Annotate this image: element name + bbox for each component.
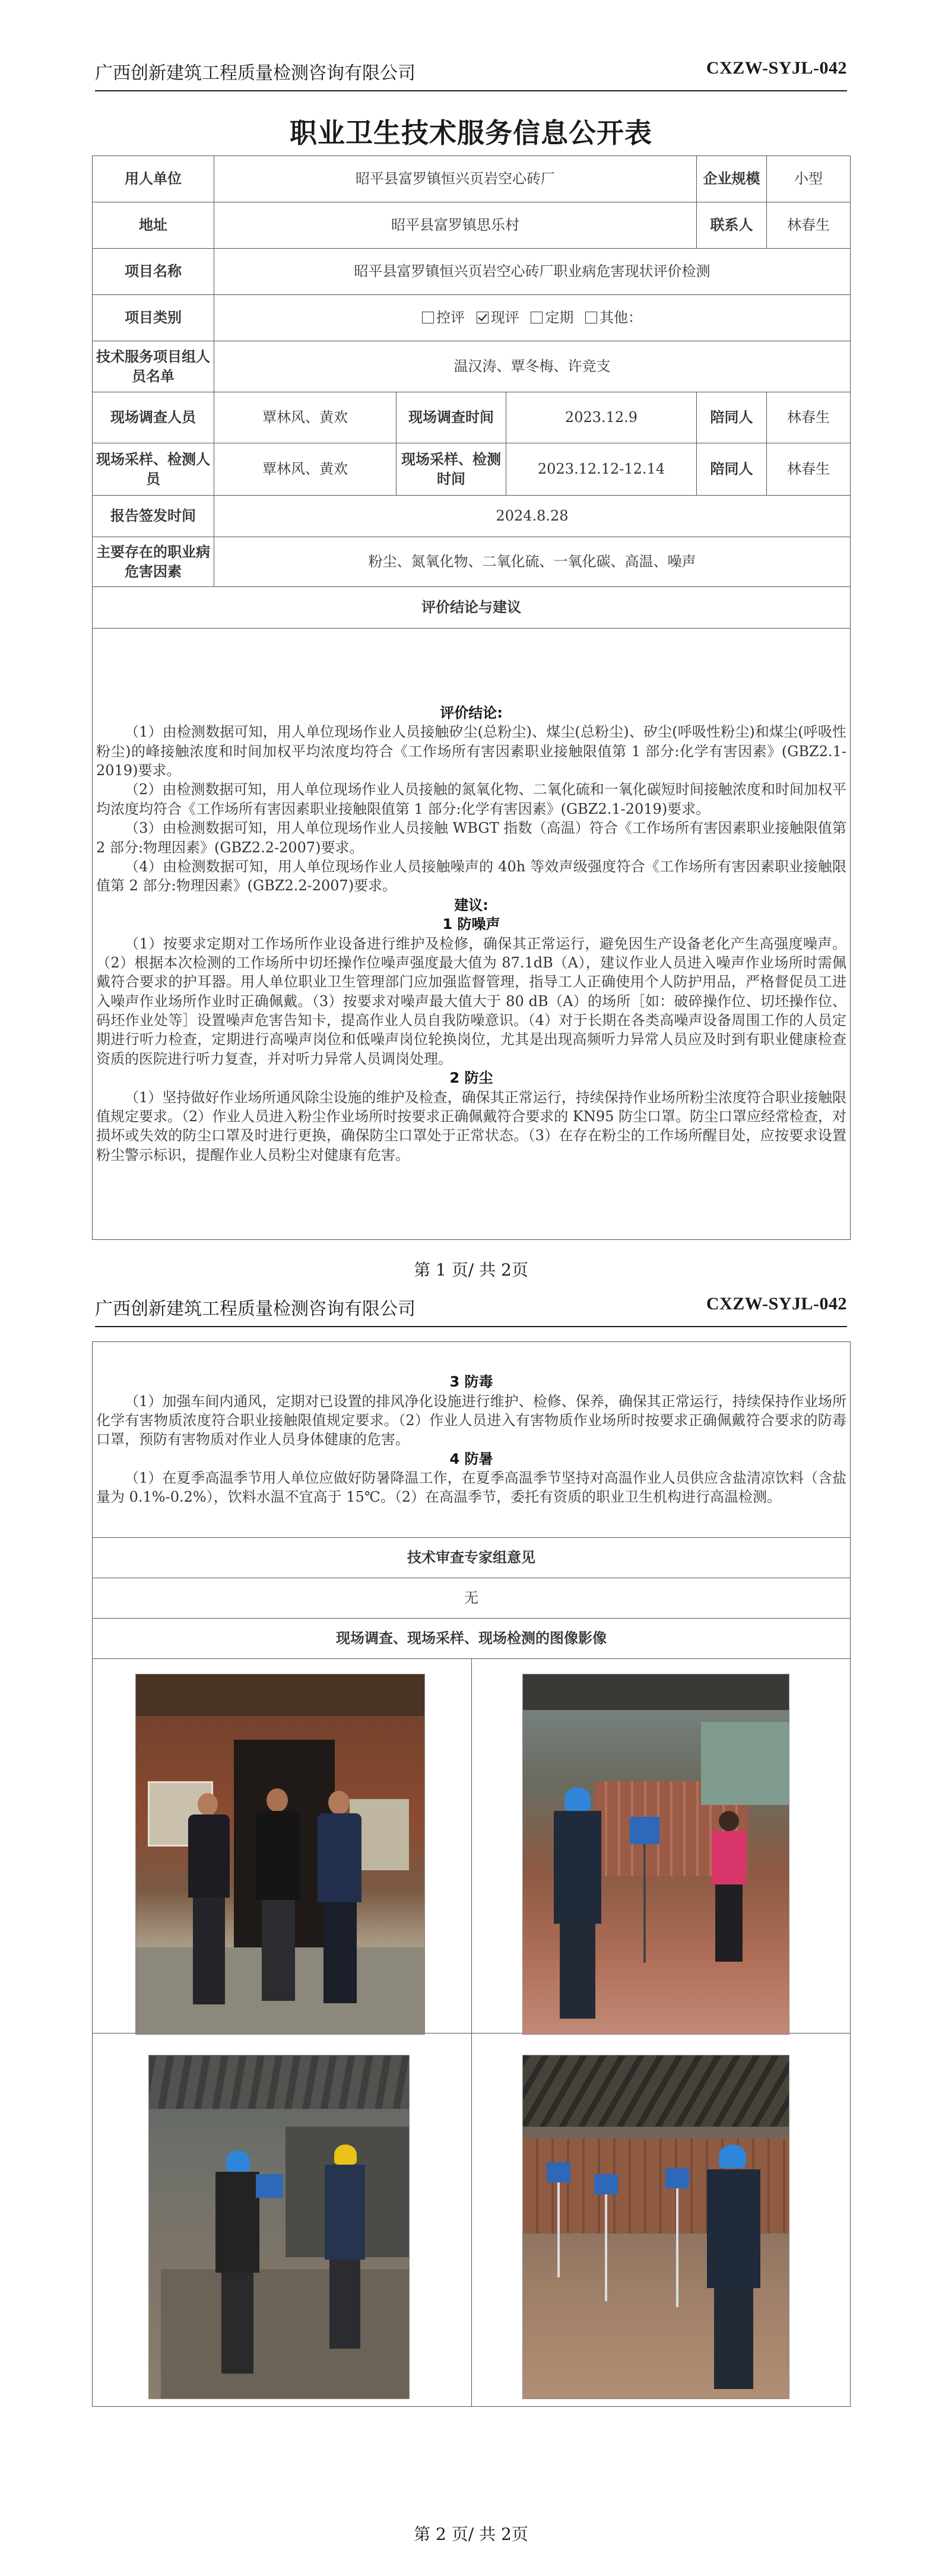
team-label: 技术服务项目组人员名单 xyxy=(93,341,214,392)
conclusion-4: （4）由检测数据可知，用人单位现场作业人员接触噪声的 40h 等效声级强度符合《工作场所有害因素职业接触限值第 2 部分:物理因素》(GBZ2.2-2007)要求。 xyxy=(96,858,847,894)
company-name: 广西创新建筑工程质量检测咨询有限公司 xyxy=(95,63,416,84)
accompany-value: 林春生 xyxy=(767,392,851,443)
employer-label: 用人单位 xyxy=(93,156,214,202)
conclusion-3: （3）由检测数据可知，用人单位现场作业人员接触 WBGT 指数（高温）符合《工作场所有害因素职业接触限值第 2 部分:物理因素》(GBZ2.2-2007)要求。 xyxy=(96,820,847,856)
scale-value: 小型 xyxy=(767,156,851,202)
survey-staff-value: 覃林风、黄欢 xyxy=(214,392,397,443)
header-rule xyxy=(95,90,847,91)
company-name: 广西创新建筑工程质量检测咨询有限公司 xyxy=(95,1299,416,1319)
checkbox-icon xyxy=(531,312,543,323)
poison-text: （1）加强车间内通风，定期对已设置的排风净化设施进行维护、检修、保养，确保其正常运行，持续保持作业场所化学有害物质浓度符合职业接触限值规定要求。（2）作业人员进入有害物质作业场所时按要求正确佩戴符合要求的防毒口罩，预防有害物质对作业人员身体健康的危害。 xyxy=(96,1392,847,1448)
photo-field-sampling-1 xyxy=(522,1674,789,2035)
header-rule xyxy=(95,1326,847,1327)
conclusion-2: （2）由检测数据可知，用人单位现场作业人员接触的氮氧化物、二氧化硫和一氧化碳短时间接触浓度和时间加权平均浓度均符合《工作场所有害因素职业接触限值第 1 部分:化学有害因素》(GBZ2.1-2019)要求。 xyxy=(96,781,847,817)
page-header xyxy=(95,58,847,84)
noise-title: 1 防噪声 xyxy=(442,916,500,933)
accompany-label: 陪同人 xyxy=(697,392,767,443)
heat-title: 4 防暑 xyxy=(449,1450,493,1467)
noise-text: （1）按要求定期对工作场所作业设备进行维护及检修，确保其正常运行，避免因生产设备老化产生高强度噪声。（2）根据本次检测的工作场所中切坯操作位噪声强度最大值为 87.1dB（A），建议作业人员进入噪声作业场所时需佩戴符合要求的护耳器。用人单位职业卫生管理部门应加强监督管理，指导工人正确使用个人防护用品，严格督促员工进入噪声作业场所作业时正确佩戴。（3）按要求对噪声最大值大于 80 dB（A）的场所［如：破碎操作位、切坯操作位、码坯作业处等］设置噪声危害告知卡，提高作业人员自我防噪意识。（4）对于长期在各类高噪声设备周围工作的人员定期进行听力检查，定期进行高噪声岗位和低噪声岗位轮换岗位，尤其是出现高频听力异常人员应及时到有职业健康检查资质的医院进行听力复查，并对听力异常人员调岗处理。 xyxy=(96,935,847,1067)
photos-title: 现场调查、现场采样、现场检测的图像影像 xyxy=(93,1619,851,1659)
address-label: 地址 xyxy=(93,202,214,249)
conclusion-title: 评价结论: xyxy=(440,704,503,721)
report-date-value: 2024.8.28 xyxy=(214,496,851,537)
sampling-staff-label: 现场采样、检测人员 xyxy=(93,443,214,496)
accompany2-label: 陪同人 xyxy=(697,443,767,496)
photo-field-sampling-2 xyxy=(148,2055,410,2399)
poison-title: 3 防毒 xyxy=(449,1373,493,1391)
photo-field-sampling-3 xyxy=(522,2055,789,2399)
project-type-label: 项目类别 xyxy=(93,295,214,341)
project-type-options xyxy=(214,295,851,341)
employer-value: 昭平县富罗镇恒兴页岩空心砖厂 xyxy=(214,156,697,202)
review-content: 无 xyxy=(93,1578,851,1619)
option-periodic: 定期 xyxy=(531,309,573,326)
document-code: CXZW-SYJL-042 xyxy=(706,58,847,78)
contact-label: 联系人 xyxy=(697,202,767,249)
survey-staff-label: 现场调查人员 xyxy=(93,392,214,443)
suggestion-title: 建议: xyxy=(454,896,489,913)
document-code: CXZW-SYJL-042 xyxy=(706,1294,847,1314)
report-date-label: 报告签发时间 xyxy=(93,496,214,537)
sampling-time-value: 2023.12.12-12.14 xyxy=(506,443,697,496)
option-other: 其他： xyxy=(585,309,642,326)
hazards-label: 主要存在的职业病危害因素 xyxy=(93,537,214,587)
document-title: 职业卫生技术服务信息公开表 xyxy=(290,117,652,149)
sampling-staff-value: 覃林风、黄欢 xyxy=(214,443,397,496)
contact-value: 林春生 xyxy=(767,202,851,249)
accompany2-value: 林春生 xyxy=(767,443,851,496)
page-2 xyxy=(0,1288,942,2576)
page-footer: 第 1 页/ 共 2页 xyxy=(414,1260,528,1280)
review-title: 技术审查专家组意见 xyxy=(93,1538,851,1578)
page-header xyxy=(95,1294,847,1320)
survey-time-value: 2023.12.9 xyxy=(506,392,697,443)
scale-label: 企业规模 xyxy=(697,156,767,202)
survey-time-label: 现场调查时间 xyxy=(397,392,506,443)
conclusion-1: （1）由检测数据可知，用人单位现场作业人员接触矽尘(总粉尘)、煤尘(总粉尘)、矽尘(呼吸性粉尘)和煤尘(呼吸性粉尘)的峰接触浓度和时间加权平均浓度均符合《工作场所有害因素职业接触限值第 1 部分:化学有害因素》(GBZ2.1-2019)要求。 xyxy=(96,724,847,779)
dust-title: 2 防尘 xyxy=(449,1070,493,1087)
checkbox-icon xyxy=(422,312,434,323)
hazards-value: 粉尘、氮氧化物、二氧化硫、一氧化碳、高温、噪声 xyxy=(214,537,851,587)
evaluation-content xyxy=(93,629,851,1240)
dust-text: （1）坚持做好作业场所通风除尘设施的维护及检查，确保其正常运行，持续保持作业场所粉尘浓度符合职业接触限值规定要求。（2）作业人员进入粉尘作业场所时按要求正确佩戴符合要求的 KN95 防尘口罩。防尘口罩应经常检查，对损坏或失效的防尘口罩及时进行更换，确保防尘口罩处于正常状态。（3）在存在粉尘的工作场所醒目处，应按要求设置粉尘警示标识，提醒作业人员粉尘对健康有危害。 xyxy=(96,1089,847,1163)
page-footer: 第 2 页/ 共 2页 xyxy=(414,2524,528,2544)
photo-site-survey-group xyxy=(135,1674,425,2035)
checkbox-icon xyxy=(585,312,597,323)
evaluation-section-title: 评价结论与建议 xyxy=(93,587,851,629)
checkbox-checked-icon xyxy=(477,312,489,323)
team-value: 温汉涛、覃冬梅、许竞支 xyxy=(214,341,851,392)
option-control: 控评 xyxy=(422,309,465,326)
info-table xyxy=(92,156,851,1240)
project-name-value: 昭平县富罗镇恒兴页岩空心砖厂职业病危害现状评价检测 xyxy=(214,249,851,295)
heat-text: （1）在夏季高温季节用人单位应做好防暑降温工作，在夏季高温季节坚持对高温作业人员供应含盐清凉饮料（含盐量为 0.1%-0.2%），饮料水温不宜高于 15℃。（2）在高温季节，委托有资质的职业卫生机构进行高温检测。 xyxy=(96,1470,847,1506)
option-current: 现评 xyxy=(477,309,519,326)
suggestion-content xyxy=(93,1342,851,1538)
project-name-label: 项目名称 xyxy=(93,249,214,295)
sampling-time-label: 现场采样、检测时间 xyxy=(397,443,506,496)
address-value: 昭平县富罗镇思乐村 xyxy=(214,202,697,249)
